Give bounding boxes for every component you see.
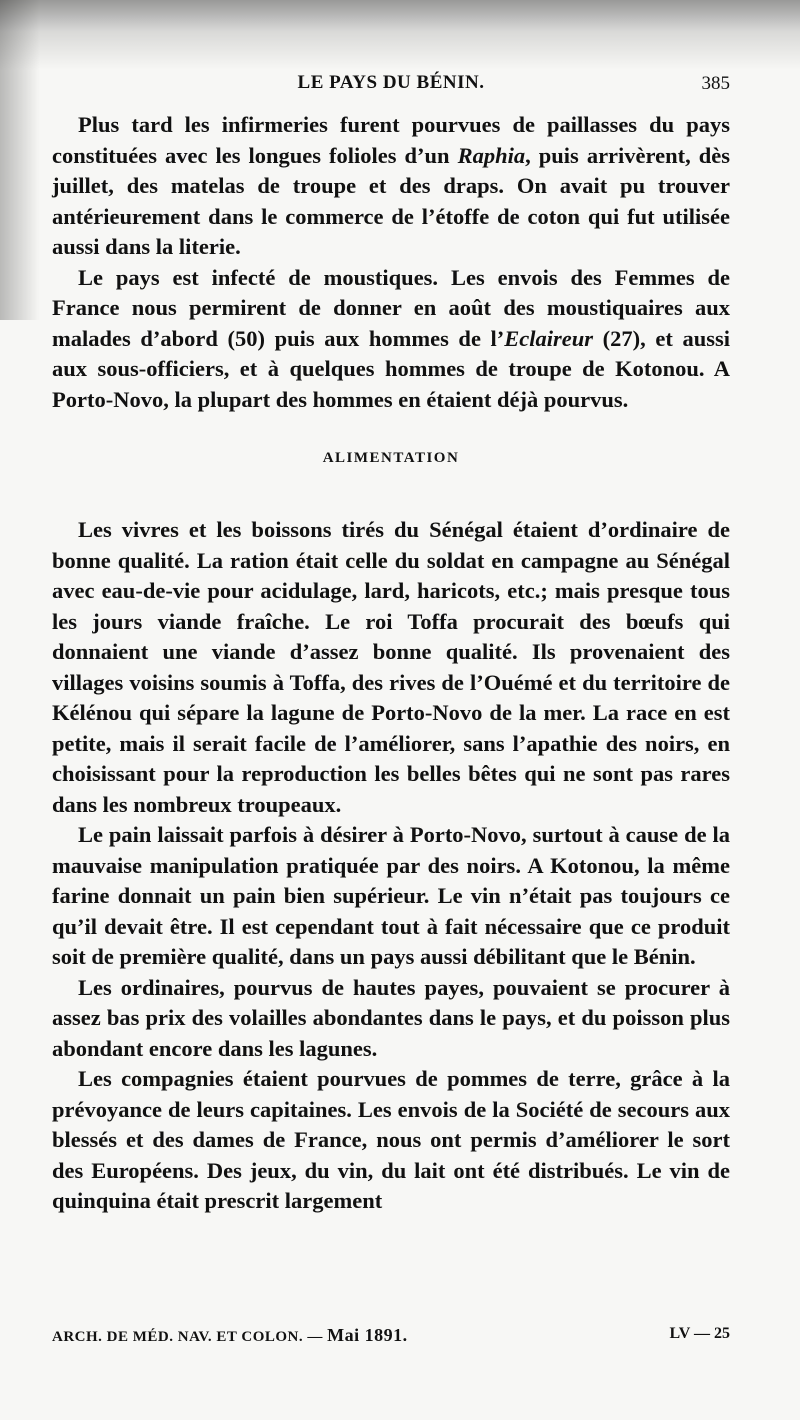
paragraph: Les compagnies étaient pourvues de pommes de terre, grâce à la prévoyance de leurs capitaines. Les envois de la Société de secours aux blessés et des dames de France, nous ont permis d’améliorer le sort des Européens. Des jeux, du vin, du lait ont été distribués. Le vin de quinquina était prescrit largement xyxy=(52,1066,730,1213)
page-header xyxy=(52,72,730,102)
page-footer xyxy=(52,1325,730,1349)
paragraph: Le pain laissait parfois à désirer à Porto-Novo, surtout à cause de la mauvaise manipulation pratiquée par des noirs. A Kotonou, la même farine donnait un pain bien supérieur. Le vin n’était pas toujours ce qu’il devait être. Il est cependant tout à fait nécessaire que ce produit soit de première qualité, dans un pays aussi débilitant que le Bénin. xyxy=(52,822,730,969)
section-heading: ALIMENTATION xyxy=(322,450,460,466)
page-number: 385 xyxy=(701,73,730,94)
journal-abbreviation: ARCH. DE MÉD. NAV. ET COLON. — xyxy=(52,1329,323,1345)
paragraph xyxy=(52,110,730,263)
paragraph-text: (27), et aussi aux sous-officiers, et à quelques hommes de troupe de Kotonou. A Porto-Novo, la plupart des hommes en étaient déjà pourvus. xyxy=(52,325,730,412)
volume-signature: LV — 25 xyxy=(669,1325,730,1342)
scan-shadow-left xyxy=(0,0,40,320)
scan-shadow-top xyxy=(0,0,800,70)
paragraph: Les ordinaires, pourvus de hautes payes, pouvaient se procurer à assez bas prix des volailles abondantes dans le pays, et du poisson plus abondant encore dans les lagunes. xyxy=(52,974,730,1061)
paragraph xyxy=(52,263,730,416)
paragraph-text: , puis arrivèrent, dès juillet, des matelas de troupe et des draps. On avait pu trouver antérieurement dans le commerce de l’étoffe de coton qui fut utilisée aussi dans la literie. xyxy=(52,142,730,259)
running-title: LE PAYS DU BÉNIN. xyxy=(297,72,485,93)
italic-term: Raphia xyxy=(457,142,526,168)
paragraph-text: Le pays est infecté de moustiques. Les envois des Femmes de France nous permirent de donner en août des moustiquaires aux malades d’abord (50) puis aux hommes de l’ xyxy=(52,264,730,351)
footer-journal xyxy=(52,1325,408,1346)
italic-term: Eclaireur xyxy=(504,325,594,351)
paragraph: Les vivres et les boissons tirés du Sénégal étaient d’ordinaire de bonne qualité. La ration était celle du soldat en campagne au Sénégal avec eau-de-vie pour acidulage, lard, haricots, etc.; mais presque tous les jours viande fraîche. Le roi Toffa procurait des bœufs qui donnaient une viande d’assez bonne qualité. Ils provenaient des villages voisins soumis à Toffa, des rives de l’Ouémé et du territoire de Kélénou qui sépare la lagune de Porto-Novo de la mer. La race en est petite, mais il serait facile de l’améliorer, sans l’apathie des noirs, en choisissant pour la reproduction les belles bêtes qui ne sont pas rares dans les nombreux troupeaux. xyxy=(52,517,730,817)
paragraph-text: Plus tard les infirmeries furent pourvues de paillasses du pays constituées avec les longues folioles d’un xyxy=(52,112,730,168)
issue-date: Mai 1891. xyxy=(327,1325,408,1345)
body-text xyxy=(52,110,730,1217)
